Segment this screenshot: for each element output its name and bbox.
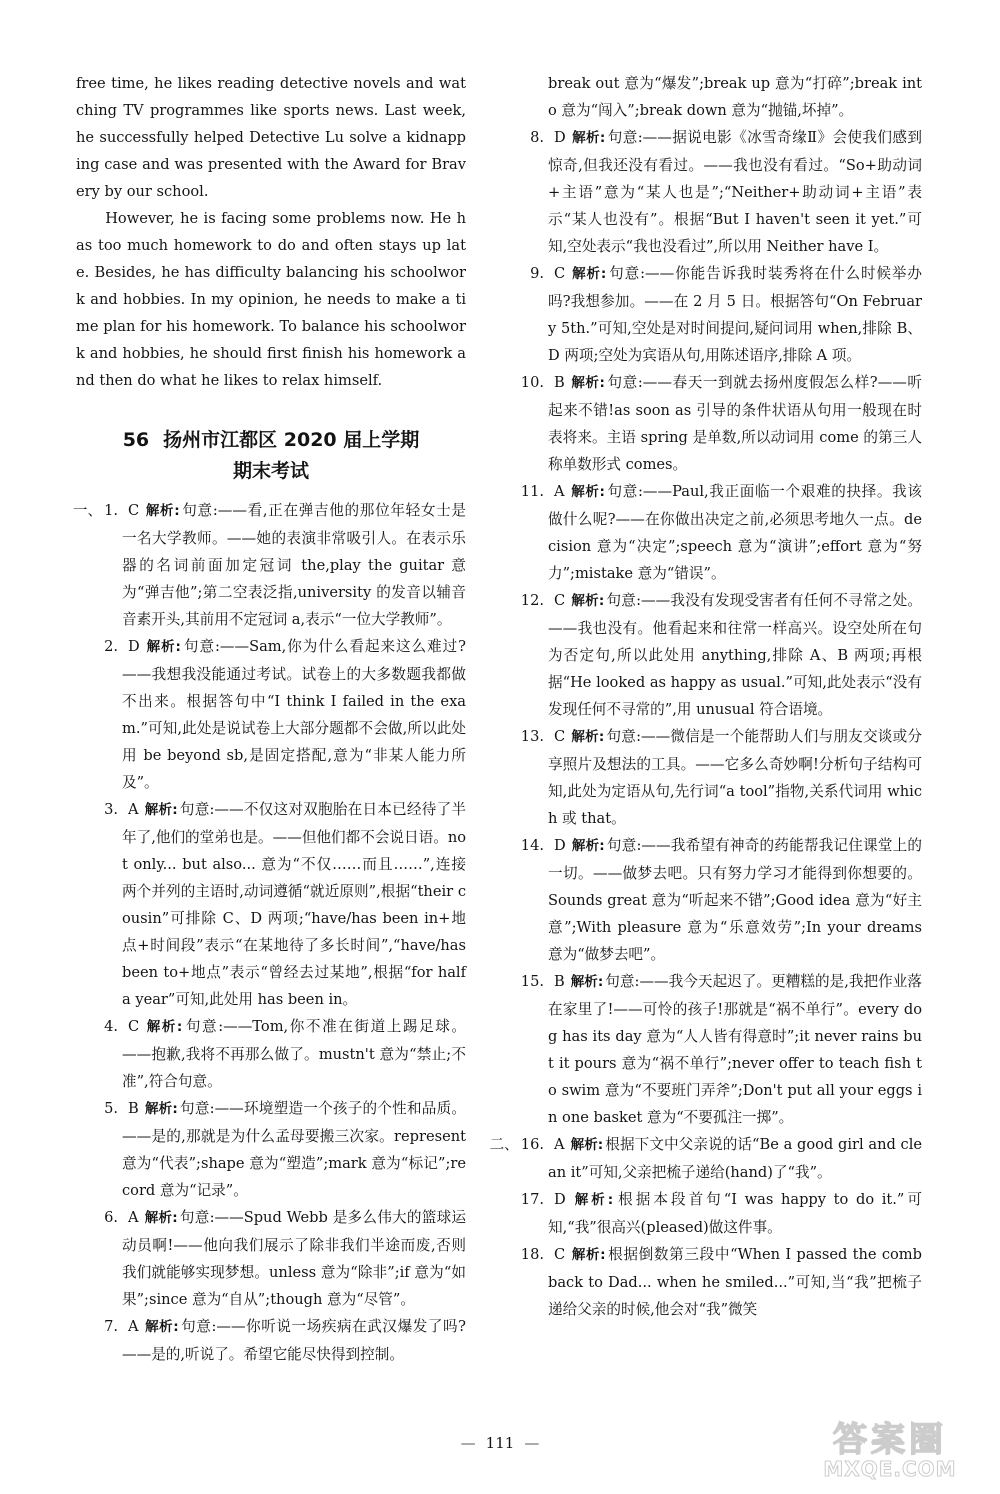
essay-paragraph-2: However, he is facing some problems now. He has too much homework to do and often stays up late. Besides, he has difficulty balancing his schoolwork and hobbies. In my opinion, he needs to make a time plan for his homework. To balance his schoolwork and hobbies, he should first finish his homework and then do what he likes to relax himself. bbox=[76, 210, 466, 389]
explanation: 解析: 根据倒数第三段中“When I passed the comb back to Dad... when he smiled...”可知,当“我”把梳子递给父亲的时候,他会对“我”微笑 bbox=[548, 1246, 922, 1318]
answer-item bbox=[76, 1313, 466, 1368]
item-number: 17. bbox=[520, 1191, 544, 1208]
item-text bbox=[548, 478, 922, 587]
answer-item bbox=[489, 1131, 923, 1186]
section-subtitle bbox=[76, 456, 466, 487]
item-text bbox=[122, 1204, 466, 1313]
item-number: 10. bbox=[520, 374, 544, 391]
answer-letter: B bbox=[128, 1100, 139, 1117]
answer-item bbox=[502, 1186, 922, 1241]
explanation: 解析: 句意:——Spud Webb 是多么伟大的篮球运动员啊!——他向我们展示了除非我们半途而废,否则我们就能够实现梦想。unless 意为“除非”;if 意为“如果”;since 意为“自从”;though 意为“尽管”。 bbox=[122, 1209, 466, 1308]
continuation-text: break out 意为“爆发”;break up 意为“打碎”;break into 意为“闯入”;break down 意为“抛锚,坏掉”。 bbox=[548, 75, 922, 119]
answer-letter: A bbox=[554, 1136, 565, 1153]
item-text bbox=[548, 1186, 922, 1241]
watermark-text: 答案圈 bbox=[833, 1420, 947, 1460]
item-number: 12. bbox=[520, 592, 544, 609]
explanation: 解析: 句意:——我没有发现受害者有任何不寻常之处。——我也没有。他看起来和往常一样高兴。设空处所在句为否定句,所以此处用 anything,排除 A、B 两项;再根据“He looked as happy as usual.”可知,此处表示“没有发现任何不寻常的”,用 unusual 符合语境。 bbox=[548, 592, 922, 718]
item-number: 13. bbox=[520, 728, 544, 745]
answer-item bbox=[76, 633, 466, 796]
answer-item bbox=[502, 832, 922, 968]
explanation: 解析: 句意:——看,正在弹吉他的那位年轻女士是一名大学教师。——她的表演非常吸引人。在表示乐器的名词前面加定冠词 the,play the guitar 意为“弹吉他”;第二空表泛指,university 的发音以辅音音素开头,其前用不定冠词 a,表示“一位大学教师”。 bbox=[122, 502, 467, 628]
explanation: 解析: 句意:——Tom,你不准在街道上踢足球。——抱歉,我将不再那么做了。mustn't 意为“禁止;不准”,符合句意。 bbox=[122, 1018, 466, 1090]
item-label: 二、 16. bbox=[489, 1136, 544, 1153]
answer-item bbox=[502, 723, 922, 832]
item-number: 9. bbox=[530, 265, 544, 282]
item-text bbox=[122, 1313, 466, 1368]
item-text bbox=[122, 497, 466, 633]
item-number: 5. bbox=[104, 1100, 118, 1117]
item-number: 15. bbox=[520, 973, 544, 990]
answer-item bbox=[502, 478, 922, 587]
section-title-line2: 期末考试 bbox=[232, 460, 309, 482]
answer-letter: B bbox=[554, 374, 565, 391]
answer-item bbox=[502, 587, 922, 723]
item-number: 3. bbox=[104, 801, 118, 818]
watermark-url: MXQE.COM bbox=[823, 1457, 957, 1481]
explanation: 解析: 句意:——据说电影《冰雪奇缘Ⅱ》会使我们感到惊奇,但我还没有看过。——我也没有看过。“So+助动词+主语”意为“某人也是”;“Neither+助动词+主语”表示“某人也没有”。根据“But I haven't seen it yet.”可知,空处表示“我也没看过”,所以用 Neither have I。 bbox=[548, 129, 923, 255]
answer-letter: C bbox=[554, 592, 566, 609]
item-text bbox=[548, 1241, 922, 1323]
left-column bbox=[72, 70, 467, 1368]
item-text bbox=[122, 796, 466, 1013]
watermark-logo bbox=[802, 1422, 978, 1484]
item-text bbox=[548, 832, 922, 968]
section-title bbox=[76, 425, 466, 456]
item-text bbox=[548, 260, 922, 369]
answer-item bbox=[76, 1013, 466, 1095]
answer-letter: C bbox=[554, 728, 566, 745]
answer-letter: D bbox=[554, 837, 566, 854]
item-number: 8. bbox=[530, 129, 544, 146]
item-number: 4. bbox=[104, 1018, 118, 1035]
explanation: 解析: 根据本段首句“I was happy to do it.”可知,“我”很高兴(pleased)做这件事。 bbox=[548, 1191, 922, 1236]
answer-item bbox=[502, 369, 922, 478]
item-text bbox=[548, 1131, 922, 1186]
page-number: 111 bbox=[485, 1434, 515, 1452]
answer-letter: C bbox=[554, 265, 566, 282]
answer-letter: D bbox=[128, 638, 140, 655]
answer-letter: A bbox=[554, 483, 565, 500]
explanation: 解析: 句意:——Paul,我正面临一个艰难的抉择。我该做什么呢?——在你做出决定之前,必须思考地久一点。decision 意为“决定”;speech 意为“演讲”;effort 意为“努力”;mistake 意为“错误”。 bbox=[548, 483, 922, 582]
answer-item bbox=[76, 796, 466, 1013]
answer-letter: C bbox=[554, 1246, 566, 1263]
explanation: 解析: 根据下文中父亲说的话“Be a good girl and clean it”可知,父亲把梳子递给(hand)了“我”。 bbox=[548, 1136, 923, 1181]
answer-item bbox=[502, 1241, 922, 1323]
part-label: 二、 bbox=[489, 1136, 519, 1153]
explanation: 解析: 句意:——春天一到就去扬州度假怎么样?——听起来不错!as soon as 引导的条件状语从句用一般现在时表将来。主语 spring 是单数,所以动词用 come 的第三人称单数形式 comes。 bbox=[548, 374, 922, 473]
item-number: 7. bbox=[104, 1318, 118, 1335]
item-text bbox=[548, 124, 922, 260]
item-number: 6. bbox=[104, 1209, 118, 1226]
answer-item bbox=[502, 260, 922, 369]
explanation: 解析: 句意:——环境塑造一个孩子的个性和品质。——是的,那就是为什么孟母要搬三次家。represent 意为“代表”;shape 意为“塑造”;mark 意为“标记”;record 意为“记录”。 bbox=[122, 1100, 467, 1199]
item-number: 2. bbox=[104, 638, 118, 655]
answer-letter: A bbox=[128, 1318, 139, 1335]
item-text bbox=[548, 723, 922, 832]
item-number: 14. bbox=[520, 837, 544, 854]
answer-letter: A bbox=[128, 1209, 139, 1226]
item-label: 一、 1. bbox=[72, 502, 118, 519]
answer-letter: D bbox=[554, 129, 566, 146]
section-number: 56 bbox=[122, 429, 150, 451]
explanation: 解析: 句意:——Sam,你为什么看起来这么难过?——我想我没能通过考试。试卷上的大多数题我都做不出来。根据答句中“I think I failed in the exam.”可知,此处是说试卷上大部分题都不会做,所以此处用 be beyond sb,是固定搭配,意为“非某人能力所及”。 bbox=[122, 638, 466, 791]
answer-item bbox=[76, 1095, 466, 1204]
item-text bbox=[548, 587, 922, 723]
item-number: 18. bbox=[520, 1246, 544, 1263]
item-text bbox=[548, 369, 922, 478]
explanation: 解析: 句意:——我今天起迟了。更糟糕的是,我把作业落在家里了!——可怜的孩子!那就是“祸不单行”。every dog has its day 意为“人人皆有得意时”;it never rains but it pours 意为“祸不单行”;never offer to teach fish to swim 意为“不要班门弄斧”;Don't put all your eggs in one basket 意为“不要孤注一掷”。 bbox=[548, 973, 923, 1126]
explanation: 解析: 句意:——微信是一个能帮助人们与朋友交谈或分享照片及想法的工具。——它多么奇妙啊!分析句子结构可知,此处为定语从句,先行词“a tool”指物,关系代词用 which 或 that。 bbox=[548, 728, 922, 827]
answer-item bbox=[72, 497, 467, 633]
part-label: 一、 bbox=[72, 502, 103, 519]
item-text bbox=[122, 1095, 466, 1204]
explanation: 解析: 句意:——我希望有神奇的药能帮我记住课堂上的一切。——做梦去吧。只有努力学习才能得到你想要的。Sounds great 意为“听起来不错”;Good idea 意为“好主意”;With pleasure 意为“乐意效劳”;In your dreams 意为“做梦去吧”。 bbox=[548, 837, 923, 963]
answer-item bbox=[76, 1204, 466, 1313]
right-column bbox=[489, 70, 923, 1323]
explanation: 解析: 句意:——你能告诉我时装秀将在什么时候举办吗?我想参加。——在 2 月 5 日。根据答句“On February 5th.”可知,空处是对时间提问,疑问词用 when,排除 B、D 两项;空处为宾语从句,用陈述语序,排除 A 项。 bbox=[548, 265, 922, 364]
answer-letter: C bbox=[128, 502, 140, 519]
answer-letter: A bbox=[128, 801, 139, 818]
explanation: 解析: 句意:——你听说一场疾病在武汉爆发了吗?——是的,听说了。希望它能尽快得到控制。 bbox=[122, 1318, 466, 1363]
explanation: 解析: 句意:——不仅这对双胞胎在日本已经待了半年了,他们的堂弟也是。——但他们都不会说日语。not only... but also... 意为“不仅……而且……”,连接两个并列的主语时,动词遵循“就近原则”,根据“their cousin”可排除 C、D 两项;“have/has been in+地点+时间段”表示“在某地待了多长时间”,“have/has been to+地点”表示“曾经去过某地”,根据“for half a year”可知,此处用 has been in。 bbox=[122, 801, 466, 1008]
answer-item bbox=[502, 124, 922, 260]
essay-paragraph-1: free time, he likes reading detective novels and watching TV programmes like sports news. Last week, he successfully helped Detective Lu solve a kidnapping case and was presented with the Award for Bravery by our school. bbox=[76, 75, 466, 200]
item-number: 11. bbox=[520, 483, 544, 500]
answer-letter: B bbox=[554, 973, 565, 990]
answer-letter: D bbox=[554, 1191, 566, 1208]
section-spacer bbox=[76, 394, 466, 415]
item-text bbox=[122, 633, 466, 796]
continued-text bbox=[502, 70, 922, 124]
item-text bbox=[548, 968, 922, 1131]
page-footer: — 111 — bbox=[460, 1434, 540, 1452]
section-title-line1: 扬州市江都区 2020 届上学期 bbox=[163, 429, 420, 451]
item-text bbox=[122, 1013, 466, 1095]
answer-letter: C bbox=[128, 1018, 140, 1035]
answer-item bbox=[502, 968, 922, 1131]
